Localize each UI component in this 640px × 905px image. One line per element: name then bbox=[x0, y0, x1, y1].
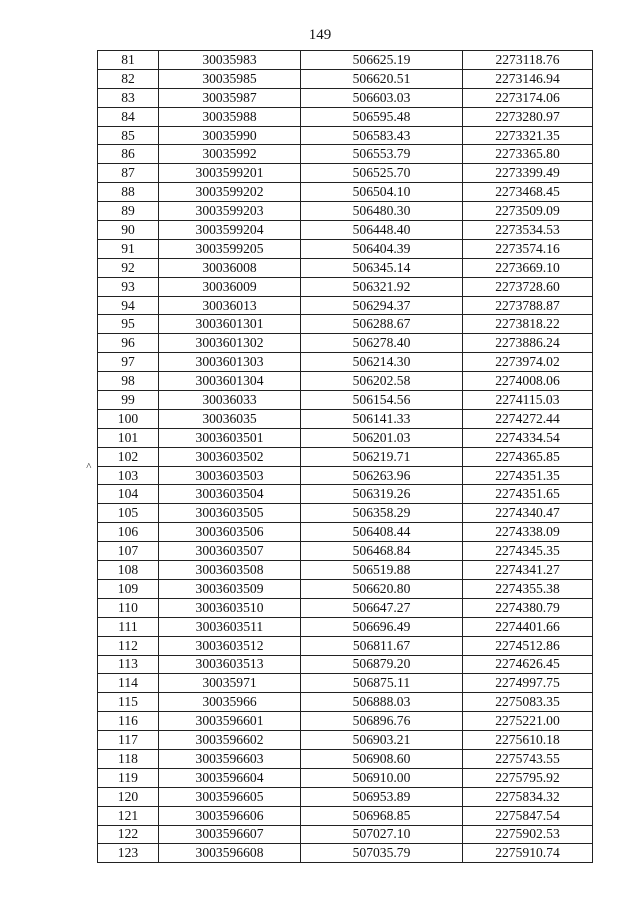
point-id-cell: 3003596602 bbox=[159, 731, 301, 750]
y-coordinate-cell: 2274380.79 bbox=[463, 598, 593, 617]
point-number-cell: 89 bbox=[98, 202, 159, 221]
point-number-cell: 113 bbox=[98, 655, 159, 674]
table-row bbox=[98, 353, 593, 372]
point-id-cell: 3003603512 bbox=[159, 636, 301, 655]
y-coordinate-cell: 2273534.53 bbox=[463, 221, 593, 240]
x-coordinate-cell: 506358.29 bbox=[301, 504, 463, 523]
table-row bbox=[98, 768, 593, 787]
x-coordinate-cell: 506811.67 bbox=[301, 636, 463, 655]
point-id-cell: 3003603507 bbox=[159, 542, 301, 561]
table-row bbox=[98, 221, 593, 240]
x-coordinate-cell: 506202.58 bbox=[301, 372, 463, 391]
table-row bbox=[98, 145, 593, 164]
x-coordinate-cell: 506408.44 bbox=[301, 523, 463, 542]
point-id-cell: 3003596607 bbox=[159, 825, 301, 844]
point-number-cell: 82 bbox=[98, 69, 159, 88]
x-coordinate-cell: 506448.40 bbox=[301, 221, 463, 240]
x-coordinate-cell: 506625.19 bbox=[301, 51, 463, 70]
y-coordinate-cell: 2274997.75 bbox=[463, 674, 593, 693]
table-row bbox=[98, 731, 593, 750]
x-coordinate-cell: 506319.26 bbox=[301, 485, 463, 504]
table-row bbox=[98, 787, 593, 806]
y-coordinate-cell: 2274008.06 bbox=[463, 372, 593, 391]
point-number-cell: 111 bbox=[98, 617, 159, 636]
point-number-cell: 99 bbox=[98, 391, 159, 410]
point-number-cell: 114 bbox=[98, 674, 159, 693]
point-number-cell: 110 bbox=[98, 598, 159, 617]
point-number-cell: 95 bbox=[98, 315, 159, 334]
x-coordinate-cell: 507035.79 bbox=[301, 844, 463, 863]
point-id-cell: 3003599202 bbox=[159, 183, 301, 202]
table-row bbox=[98, 712, 593, 731]
table-row bbox=[98, 372, 593, 391]
table-row bbox=[98, 561, 593, 580]
x-coordinate-cell: 506154.56 bbox=[301, 391, 463, 410]
point-number-cell: 91 bbox=[98, 239, 159, 258]
table-row bbox=[98, 296, 593, 315]
table-row bbox=[98, 806, 593, 825]
point-id-cell: 3003603502 bbox=[159, 447, 301, 466]
x-coordinate-cell: 506603.03 bbox=[301, 88, 463, 107]
point-id-cell: 3003603513 bbox=[159, 655, 301, 674]
y-coordinate-cell: 2273974.02 bbox=[463, 353, 593, 372]
point-id-cell: 3003603503 bbox=[159, 466, 301, 485]
point-id-cell: 3003603509 bbox=[159, 579, 301, 598]
x-coordinate-cell: 506214.30 bbox=[301, 353, 463, 372]
table-row bbox=[98, 447, 593, 466]
y-coordinate-cell: 2273365.80 bbox=[463, 145, 593, 164]
y-coordinate-cell: 2274365.85 bbox=[463, 447, 593, 466]
y-coordinate-cell: 2274351.35 bbox=[463, 466, 593, 485]
point-number-cell: 84 bbox=[98, 107, 159, 126]
point-number-cell: 117 bbox=[98, 731, 159, 750]
x-coordinate-cell: 506321.92 bbox=[301, 277, 463, 296]
x-coordinate-cell: 506896.76 bbox=[301, 712, 463, 731]
point-number-cell: 107 bbox=[98, 542, 159, 561]
y-coordinate-cell: 2273146.94 bbox=[463, 69, 593, 88]
point-id-cell: 30035985 bbox=[159, 69, 301, 88]
point-number-cell: 100 bbox=[98, 409, 159, 428]
point-number-cell: 121 bbox=[98, 806, 159, 825]
y-coordinate-cell: 2274351.65 bbox=[463, 485, 593, 504]
y-coordinate-cell: 2273574.16 bbox=[463, 239, 593, 258]
table-row bbox=[98, 542, 593, 561]
x-coordinate-cell: 506294.37 bbox=[301, 296, 463, 315]
x-coordinate-cell: 506278.40 bbox=[301, 334, 463, 353]
y-coordinate-cell: 2274272.44 bbox=[463, 409, 593, 428]
table-row bbox=[98, 409, 593, 428]
y-coordinate-cell: 2273399.49 bbox=[463, 164, 593, 183]
point-id-cell: 30035983 bbox=[159, 51, 301, 70]
y-coordinate-cell: 2274512.86 bbox=[463, 636, 593, 655]
point-id-cell: 30036035 bbox=[159, 409, 301, 428]
y-coordinate-cell: 2275083.35 bbox=[463, 693, 593, 712]
point-id-cell: 3003603510 bbox=[159, 598, 301, 617]
y-coordinate-cell: 2274345.35 bbox=[463, 542, 593, 561]
point-number-cell: 96 bbox=[98, 334, 159, 353]
point-number-cell: 90 bbox=[98, 221, 159, 240]
table-row bbox=[98, 239, 593, 258]
y-coordinate-cell: 2274338.09 bbox=[463, 523, 593, 542]
point-id-cell: 3003596604 bbox=[159, 768, 301, 787]
x-coordinate-cell: 506888.03 bbox=[301, 693, 463, 712]
x-coordinate-cell: 506288.67 bbox=[301, 315, 463, 334]
table-row bbox=[98, 655, 593, 674]
x-coordinate-cell: 506263.96 bbox=[301, 466, 463, 485]
x-coordinate-cell: 506404.39 bbox=[301, 239, 463, 258]
x-coordinate-cell: 506647.27 bbox=[301, 598, 463, 617]
point-id-cell: 3003596606 bbox=[159, 806, 301, 825]
x-coordinate-cell: 506953.89 bbox=[301, 787, 463, 806]
point-number-cell: 101 bbox=[98, 428, 159, 447]
y-coordinate-cell: 2274626.45 bbox=[463, 655, 593, 674]
x-coordinate-cell: 507027.10 bbox=[301, 825, 463, 844]
y-coordinate-cell: 2275610.18 bbox=[463, 731, 593, 750]
x-coordinate-cell: 506141.33 bbox=[301, 409, 463, 428]
x-coordinate-cell: 506201.03 bbox=[301, 428, 463, 447]
y-coordinate-cell: 2275847.54 bbox=[463, 806, 593, 825]
point-id-cell: 30036008 bbox=[159, 258, 301, 277]
y-coordinate-cell: 2274401.66 bbox=[463, 617, 593, 636]
x-coordinate-cell: 506908.60 bbox=[301, 749, 463, 768]
point-number-cell: 85 bbox=[98, 126, 159, 145]
x-coordinate-cell: 506219.71 bbox=[301, 447, 463, 466]
y-coordinate-cell: 2273728.60 bbox=[463, 277, 593, 296]
point-number-cell: 104 bbox=[98, 485, 159, 504]
x-coordinate-cell: 506875.11 bbox=[301, 674, 463, 693]
y-coordinate-cell: 2275221.00 bbox=[463, 712, 593, 731]
table-row bbox=[98, 51, 593, 70]
point-number-cell: 97 bbox=[98, 353, 159, 372]
y-coordinate-cell: 2273669.10 bbox=[463, 258, 593, 277]
x-coordinate-cell: 506525.70 bbox=[301, 164, 463, 183]
point-number-cell: 86 bbox=[98, 145, 159, 164]
x-coordinate-cell: 506504.10 bbox=[301, 183, 463, 202]
table-row bbox=[98, 466, 593, 485]
y-coordinate-cell: 2275902.53 bbox=[463, 825, 593, 844]
table-row bbox=[98, 334, 593, 353]
table-row bbox=[98, 258, 593, 277]
table-row bbox=[98, 844, 593, 863]
x-coordinate-cell: 506519.88 bbox=[301, 561, 463, 580]
table-body bbox=[98, 51, 593, 863]
point-number-cell: 122 bbox=[98, 825, 159, 844]
point-id-cell: 30035988 bbox=[159, 107, 301, 126]
table-row bbox=[98, 598, 593, 617]
y-coordinate-cell: 2274340.47 bbox=[463, 504, 593, 523]
y-coordinate-cell: 2274355.38 bbox=[463, 579, 593, 598]
point-number-cell: 87 bbox=[98, 164, 159, 183]
x-coordinate-cell: 506595.48 bbox=[301, 107, 463, 126]
point-number-cell: 105 bbox=[98, 504, 159, 523]
point-number-cell: 112 bbox=[98, 636, 159, 655]
table-row bbox=[98, 164, 593, 183]
point-number-cell: 94 bbox=[98, 296, 159, 315]
point-id-cell: 30035966 bbox=[159, 693, 301, 712]
x-coordinate-cell: 506345.14 bbox=[301, 258, 463, 277]
point-id-cell: 3003603506 bbox=[159, 523, 301, 542]
y-coordinate-cell: 2273118.76 bbox=[463, 51, 593, 70]
point-number-cell: 116 bbox=[98, 712, 159, 731]
point-number-cell: 120 bbox=[98, 787, 159, 806]
page-number: 149 bbox=[308, 27, 332, 43]
table-row bbox=[98, 428, 593, 447]
table-row bbox=[98, 202, 593, 221]
table-row bbox=[98, 617, 593, 636]
point-number-cell: 103 bbox=[98, 466, 159, 485]
table-row bbox=[98, 277, 593, 296]
y-coordinate-cell: 2273886.24 bbox=[463, 334, 593, 353]
point-number-cell: 119 bbox=[98, 768, 159, 787]
point-id-cell: 3003599203 bbox=[159, 202, 301, 221]
point-id-cell: 3003601303 bbox=[159, 353, 301, 372]
y-coordinate-cell: 2275910.74 bbox=[463, 844, 593, 863]
point-id-cell: 3003603504 bbox=[159, 485, 301, 504]
table-row bbox=[98, 674, 593, 693]
point-id-cell: 3003596601 bbox=[159, 712, 301, 731]
point-number-cell: 93 bbox=[98, 277, 159, 296]
x-coordinate-cell: 506553.79 bbox=[301, 145, 463, 164]
point-number-cell: 102 bbox=[98, 447, 159, 466]
x-coordinate-cell: 506620.51 bbox=[301, 69, 463, 88]
y-coordinate-cell: 2273280.97 bbox=[463, 107, 593, 126]
point-number-cell: 109 bbox=[98, 579, 159, 598]
point-id-cell: 3003599204 bbox=[159, 221, 301, 240]
point-id-cell: 30035990 bbox=[159, 126, 301, 145]
x-coordinate-cell: 506903.21 bbox=[301, 731, 463, 750]
point-id-cell: 3003603508 bbox=[159, 561, 301, 580]
point-id-cell: 30036013 bbox=[159, 296, 301, 315]
table-row bbox=[98, 391, 593, 410]
point-id-cell: 30035987 bbox=[159, 88, 301, 107]
x-coordinate-cell: 506468.84 bbox=[301, 542, 463, 561]
table-row bbox=[98, 88, 593, 107]
point-id-cell: 30036033 bbox=[159, 391, 301, 410]
table-row bbox=[98, 579, 593, 598]
table-row bbox=[98, 523, 593, 542]
point-id-cell: 3003603501 bbox=[159, 428, 301, 447]
point-number-cell: 88 bbox=[98, 183, 159, 202]
x-coordinate-cell: 506968.85 bbox=[301, 806, 463, 825]
y-coordinate-cell: 2273321.35 bbox=[463, 126, 593, 145]
table-row bbox=[98, 107, 593, 126]
point-id-cell: 3003603511 bbox=[159, 617, 301, 636]
scan-mark: ˄ bbox=[86, 461, 92, 472]
table-row bbox=[98, 69, 593, 88]
table-row bbox=[98, 315, 593, 334]
point-number-cell: 81 bbox=[98, 51, 159, 70]
y-coordinate-cell: 2274341.27 bbox=[463, 561, 593, 580]
y-coordinate-cell: 2273818.22 bbox=[463, 315, 593, 334]
point-number-cell: 115 bbox=[98, 693, 159, 712]
y-coordinate-cell: 2275795.92 bbox=[463, 768, 593, 787]
point-id-cell: 3003599201 bbox=[159, 164, 301, 183]
x-coordinate-cell: 506696.49 bbox=[301, 617, 463, 636]
x-coordinate-cell: 506583.43 bbox=[301, 126, 463, 145]
table-row bbox=[98, 693, 593, 712]
coordinates-table bbox=[97, 50, 593, 863]
point-id-cell: 3003596605 bbox=[159, 787, 301, 806]
point-id-cell: 3003596603 bbox=[159, 749, 301, 768]
point-id-cell: 30035971 bbox=[159, 674, 301, 693]
x-coordinate-cell: 506910.00 bbox=[301, 768, 463, 787]
table-row bbox=[98, 485, 593, 504]
point-id-cell: 3003601304 bbox=[159, 372, 301, 391]
y-coordinate-cell: 2273174.06 bbox=[463, 88, 593, 107]
point-id-cell: 30035992 bbox=[159, 145, 301, 164]
point-number-cell: 92 bbox=[98, 258, 159, 277]
point-number-cell: 118 bbox=[98, 749, 159, 768]
x-coordinate-cell: 506879.20 bbox=[301, 655, 463, 674]
table-row bbox=[98, 504, 593, 523]
point-id-cell: 30036009 bbox=[159, 277, 301, 296]
y-coordinate-cell: 2275743.55 bbox=[463, 749, 593, 768]
x-coordinate-cell: 506480.30 bbox=[301, 202, 463, 221]
point-id-cell: 3003599205 bbox=[159, 239, 301, 258]
point-number-cell: 106 bbox=[98, 523, 159, 542]
point-id-cell: 3003601301 bbox=[159, 315, 301, 334]
y-coordinate-cell: 2274334.54 bbox=[463, 428, 593, 447]
point-number-cell: 98 bbox=[98, 372, 159, 391]
x-coordinate-cell: 506620.80 bbox=[301, 579, 463, 598]
point-number-cell: 108 bbox=[98, 561, 159, 580]
table-row bbox=[98, 183, 593, 202]
point-id-cell: 3003603505 bbox=[159, 504, 301, 523]
y-coordinate-cell: 2274115.03 bbox=[463, 391, 593, 410]
y-coordinate-cell: 2273509.09 bbox=[463, 202, 593, 221]
table-row bbox=[98, 749, 593, 768]
table-row bbox=[98, 126, 593, 145]
y-coordinate-cell: 2273788.87 bbox=[463, 296, 593, 315]
point-id-cell: 3003596608 bbox=[159, 844, 301, 863]
point-number-cell: 123 bbox=[98, 844, 159, 863]
table-row bbox=[98, 825, 593, 844]
point-id-cell: 3003601302 bbox=[159, 334, 301, 353]
table-row bbox=[98, 636, 593, 655]
y-coordinate-cell: 2275834.32 bbox=[463, 787, 593, 806]
y-coordinate-cell: 2273468.45 bbox=[463, 183, 593, 202]
point-number-cell: 83 bbox=[98, 88, 159, 107]
